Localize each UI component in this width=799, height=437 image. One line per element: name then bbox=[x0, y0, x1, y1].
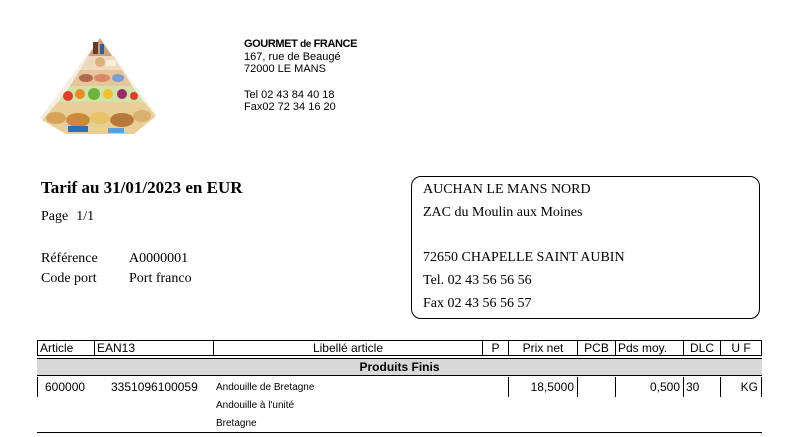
row-separator bbox=[577, 377, 578, 397]
cell-libelle-line2: Andouille à l'unité bbox=[216, 400, 295, 411]
company-name: GOURMET de FRANCE bbox=[244, 38, 358, 50]
codeport-label: Code port bbox=[41, 271, 97, 286]
client-address: ZAC du Moulin aux Moines bbox=[423, 205, 583, 220]
cell-dlc: 30 bbox=[686, 380, 700, 394]
header-ean13: EAN13 bbox=[94, 340, 214, 356]
section-produits-finis: Produits Finis bbox=[37, 358, 762, 376]
header-dlc: DLC bbox=[683, 340, 721, 356]
cell-prix-net: 18,5000 bbox=[530, 380, 574, 394]
company-street: 167, rue de Beaugé bbox=[244, 51, 341, 63]
row-separator bbox=[37, 377, 38, 397]
company-tel: Tel 02 43 84 40 18 bbox=[244, 89, 335, 101]
codeport-row bbox=[41, 271, 192, 287]
row-separator bbox=[683, 377, 684, 397]
header-pds-moy: Pds moy. bbox=[615, 340, 684, 356]
food-pyramid-logo bbox=[38, 36, 162, 138]
client-city: 72650 CHAPELLE SAINT AUBIN bbox=[423, 250, 625, 265]
page-indicator bbox=[41, 209, 94, 225]
header-pcb: PCB bbox=[577, 340, 616, 356]
page-label: Page bbox=[41, 209, 69, 224]
client-fax: Fax 02 43 56 56 57 bbox=[423, 296, 532, 311]
header-p: P bbox=[482, 340, 509, 356]
header-article: Article bbox=[37, 340, 95, 356]
row-separator bbox=[615, 377, 616, 397]
company-city: 72000 LE MANS bbox=[244, 63, 326, 75]
page-value: 1/1 bbox=[76, 209, 95, 224]
cell-libelle-line1: Andouille de Bretagne bbox=[216, 382, 315, 393]
cell-article: 600000 bbox=[45, 380, 86, 394]
reference-row bbox=[41, 251, 188, 267]
header-libelle: Libellé article bbox=[213, 340, 483, 356]
cell-uf: KG bbox=[740, 380, 758, 394]
table-bottom-border bbox=[37, 432, 762, 433]
row-separator bbox=[761, 377, 762, 397]
header-uf: U F bbox=[720, 340, 762, 356]
company-block bbox=[244, 38, 357, 113]
header-prix-net: Prix net bbox=[508, 340, 578, 356]
row-separator bbox=[720, 377, 721, 397]
client-tel: Tel. 02 43 56 56 56 bbox=[423, 273, 532, 288]
client-name: AUCHAN LE MANS NORD bbox=[423, 182, 591, 197]
tarif-title: Tarif au 31/01/2023 en EUR bbox=[41, 178, 243, 197]
reference-label: Référence bbox=[41, 251, 98, 266]
cell-libelle-line3: Bretagne bbox=[216, 418, 257, 429]
reference-value: A0000001 bbox=[129, 251, 189, 266]
cell-ean13: 3351096100059 bbox=[111, 380, 198, 394]
codeport-value: Port franco bbox=[129, 271, 192, 286]
company-fax: Fax02 72 34 16 20 bbox=[244, 101, 336, 113]
cell-pds-moy: 0,500 bbox=[649, 380, 680, 394]
row-separator bbox=[508, 377, 509, 397]
